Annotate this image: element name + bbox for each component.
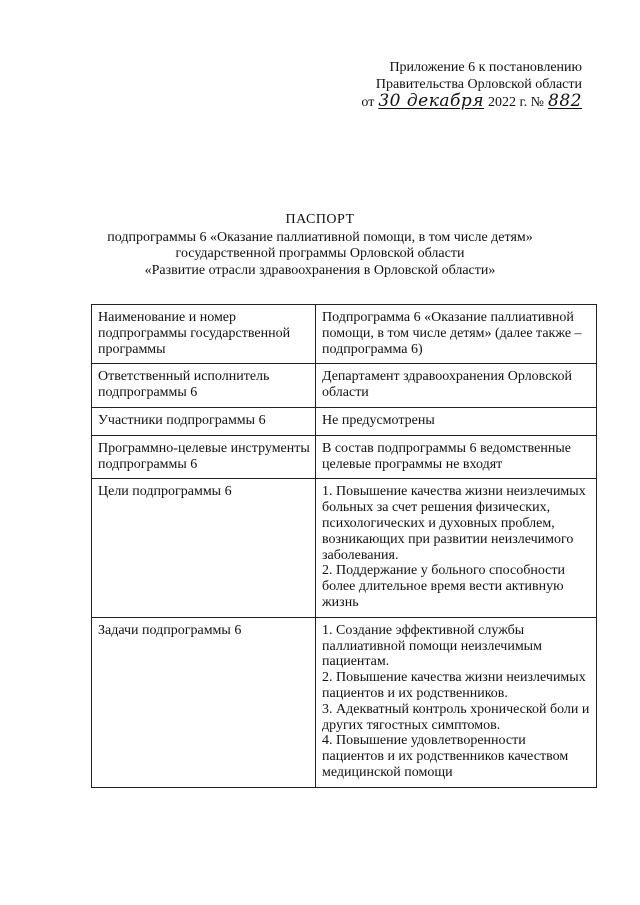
appendix-header: [361, 60, 582, 112]
appendix-line-1: Приложение 6 к постановлению: [389, 60, 582, 75]
row-label: Наименование и номер подпрограммы государственной программы: [92, 305, 316, 364]
table-row: [92, 617, 597, 787]
table-row: [92, 479, 597, 617]
title-line-3: «Развитие отрасли здравоохранения в Орловской области»: [144, 262, 496, 278]
row-value: [316, 407, 597, 435]
date-prefix: от: [361, 95, 375, 110]
table-row: [92, 305, 597, 364]
row-value: [316, 617, 597, 787]
row-label: Программно-целевые инструменты подпрограммы 6: [92, 435, 316, 479]
document-title: [0, 212, 640, 279]
row-value-paragraph: 2. Поддержание у больного способности более длительное время вести активную жизнь: [322, 563, 566, 610]
row-value-paragraph: 4. Повышение удовлетворенности пациентов и их родственников качеством медицинской помощи: [322, 733, 569, 780]
table-row: [92, 435, 597, 479]
passport-table: [91, 304, 597, 788]
handwritten-number: 882: [548, 91, 582, 111]
row-value-paragraph: Подпрограмма 6 «Оказание паллиативной помощи, в том числе детям» (далее также – подпрограмма 6): [322, 310, 582, 357]
appendix-date-line: [361, 93, 582, 112]
title-line-1: подпрограммы 6 «Оказание паллиативной помощи, в том числе детям»: [107, 229, 533, 245]
passport-table-body: [92, 305, 597, 788]
row-value: [316, 479, 597, 617]
appendix-line-2: Правительства Орловской области: [375, 76, 582, 92]
row-value: [316, 305, 597, 364]
row-label: Задачи подпрограммы 6: [92, 617, 316, 787]
title-line-2: государственной программы Орловской области: [175, 246, 465, 261]
table-row: [92, 364, 597, 408]
row-value-paragraph: 3. Адекватный контроль хронической боли и других тягостных симптомов.: [322, 701, 590, 733]
row-label: Цели подпрограммы 6: [92, 479, 316, 617]
row-value: [316, 364, 597, 408]
row-value-paragraph: 1. Создание эффективной службы паллиативной помощи неизлечимым пациентам.: [322, 622, 542, 670]
row-value-paragraph: Департамент здравоохранения Орловской области: [322, 369, 573, 401]
row-value-paragraph: В состав подпрограммы 6 ведомственные целевые программы не входят: [322, 440, 571, 472]
date-suffix: 2022 г. №: [488, 95, 545, 110]
title-main: ПАСПОРТ: [285, 212, 355, 227]
row-label: Участники подпрограммы 6: [92, 407, 316, 435]
table-row: [92, 407, 597, 435]
handwritten-date: 30 декабря: [378, 91, 485, 111]
row-label: Ответственный исполнитель подпрограммы 6: [92, 364, 316, 408]
row-value: [316, 435, 597, 479]
row-value-paragraph: 2. Повышение качества жизни неизлечимых пациентов и их родственников.: [322, 670, 586, 701]
row-value-paragraph: Не предусмотрены: [322, 412, 435, 428]
row-value-paragraph: 1. Повышение качества жизни неизлечимых больных за счет решения физических, психологических и духовных проблем, возникающих при развитии неизлечимого заболевания.: [322, 484, 586, 563]
